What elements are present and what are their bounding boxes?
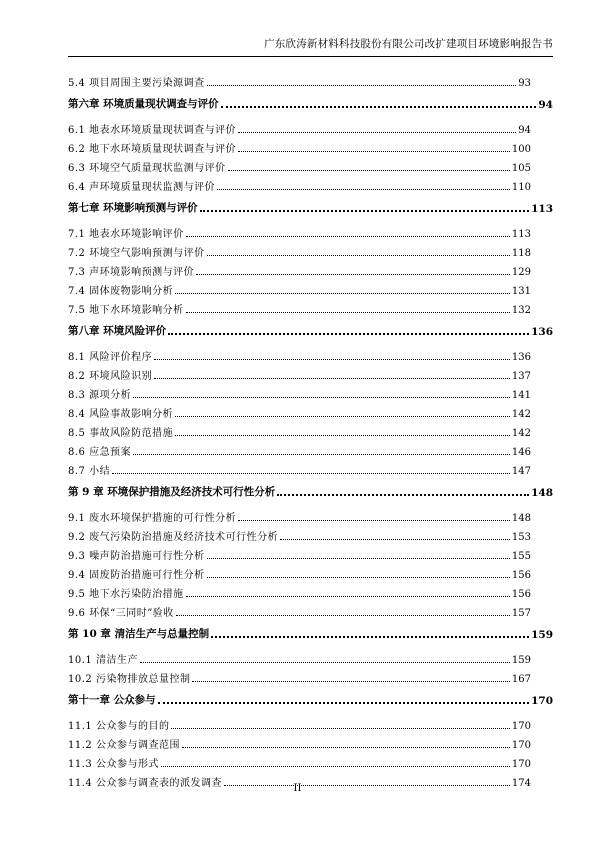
toc-dot-leader — [192, 681, 509, 682]
toc-label: 10.2 污染物排放总量控制 — [68, 674, 191, 685]
toc-dot-leader — [207, 255, 510, 256]
toc-page-number: 157 — [511, 608, 531, 619]
toc-page-number: 156 — [511, 570, 531, 581]
toc-chapter-row[interactable] — [68, 318, 553, 338]
toc-label: 9.5 地下水污染防治措施 — [68, 589, 184, 600]
toc-label: 11.4 公众参与调查表的派发调查 — [68, 778, 222, 789]
toc-page-number: 136 — [511, 352, 531, 363]
toc-label: 第十一章 公众参与 — [68, 694, 156, 706]
toc-label: 6.3 环境空气质量现状监测与评价 — [68, 163, 226, 174]
document-header: 广东欣涛新材料科技股份有限公司改扩建项目环境影响报告书 — [264, 38, 553, 50]
toc-dot-leader — [133, 397, 510, 398]
toc-page-number: 170 — [511, 721, 531, 732]
toc-label: 第七章 环境影响预测与评价 — [68, 202, 198, 214]
toc-dot-leader — [238, 151, 510, 152]
toc-dot-leader — [186, 312, 510, 313]
toc-entry-row[interactable] — [68, 505, 553, 524]
toc-page-number: 156 — [511, 589, 531, 600]
toc-dot-leader — [200, 210, 529, 212]
toc-label: 7.3 声环境影响预测与评价 — [68, 267, 195, 278]
toc-dot-leader — [154, 359, 510, 360]
toc-label: 9.1 废水环境保护措施的可行性分析 — [68, 513, 237, 524]
toc-dot-leader — [207, 577, 510, 578]
toc-label: 9.2 废气污染防治措施及经济技术可行性分析 — [68, 532, 279, 543]
toc-label: 6.1 地表水环境质量现状调查与评价 — [68, 125, 237, 136]
toc-entry-row[interactable] — [68, 732, 553, 751]
toc-page-number: 131 — [511, 286, 531, 297]
toc-page-number: 137 — [511, 371, 531, 382]
toc-chapter-row[interactable] — [68, 621, 553, 641]
toc-page-number: 153 — [511, 532, 531, 543]
toc-dot-leader — [176, 615, 510, 616]
toc-page-number: 159 — [531, 629, 553, 641]
toc-label: 8.7 小结 — [68, 466, 111, 477]
toc-page-number: 148 — [531, 487, 553, 499]
toc-entry-row[interactable] — [68, 344, 553, 363]
toc-page-number: 147 — [511, 466, 531, 477]
toc-page-number: 136 — [531, 326, 553, 338]
toc-label: 7.1 地表水环境影响评价 — [68, 229, 184, 240]
toc-dot-leader — [175, 293, 510, 294]
toc-label: 8.2 环境风险识别 — [68, 371, 153, 382]
toc-page-number: 94 — [518, 125, 531, 136]
toc-label: 7.4 固体废物影响分析 — [68, 286, 174, 297]
toc-label: 11.3 公众参与形式 — [68, 759, 159, 770]
toc-entry-row[interactable] — [68, 117, 553, 136]
toc-page-number: 94 — [538, 99, 553, 111]
toc-entry-row[interactable] — [68, 666, 553, 685]
toc-page-number: 132 — [511, 305, 531, 316]
toc-dot-leader — [228, 170, 510, 171]
toc-page-number: 146 — [511, 447, 531, 458]
toc-page-number: 170 — [531, 695, 553, 707]
header-rule — [68, 56, 553, 57]
toc-page-number: 100 — [511, 144, 531, 155]
toc-dot-leader — [133, 454, 510, 455]
toc-page-number: 148 — [511, 513, 531, 524]
toc-page-number: 105 — [511, 163, 531, 174]
toc-dot-leader — [154, 378, 510, 379]
toc-label: 第 10 章 清洁生产与总量控制 — [68, 628, 210, 640]
toc-label: 第八章 环境风险评价 — [68, 325, 167, 337]
table-of-contents — [68, 70, 553, 789]
toc-dot-leader — [140, 662, 510, 663]
toc-page-number: 142 — [511, 409, 531, 420]
toc-entry-row[interactable] — [68, 751, 553, 770]
toc-entry-row[interactable] — [68, 278, 553, 297]
toc-entry-row[interactable] — [68, 363, 553, 382]
toc-entry-row[interactable] — [68, 420, 553, 439]
toc-page-number: 129 — [511, 267, 531, 278]
toc-dot-leader — [182, 747, 510, 748]
toc-page-number: 118 — [511, 248, 531, 259]
toc-label: 第 9 章 环境保护措施及经济技术可行性分析 — [68, 486, 276, 498]
toc-dot-leader — [175, 416, 510, 417]
toc-page-number: 93 — [518, 78, 531, 89]
toc-entry-row[interactable] — [68, 70, 553, 89]
toc-entry-row[interactable] — [68, 600, 553, 619]
toc-dot-leader — [168, 333, 529, 335]
toc-page-number: 167 — [511, 674, 531, 685]
toc-label: 11.1 公众参与的目的 — [68, 721, 170, 732]
toc-entry-row[interactable] — [68, 382, 553, 401]
toc-entry-row[interactable] — [68, 543, 553, 562]
toc-label: 9.6 环保“三同时”验收 — [68, 608, 174, 619]
toc-dot-leader — [175, 435, 510, 436]
toc-dot-leader — [238, 520, 510, 521]
toc-label: 8.5 事故风险防范措施 — [68, 428, 174, 439]
toc-page-number: 155 — [511, 551, 531, 562]
toc-label: 6.2 地下水环境质量现状调查与评价 — [68, 144, 237, 155]
toc-entry-row[interactable] — [68, 259, 553, 278]
toc-entry-row[interactable] — [68, 401, 553, 420]
toc-entry-row[interactable] — [68, 155, 553, 174]
toc-dot-leader — [112, 473, 510, 474]
toc-dot-leader — [161, 766, 510, 767]
toc-entry-row[interactable] — [68, 297, 553, 316]
toc-label: 10.1 清洁生产 — [68, 655, 138, 666]
toc-dot-leader — [217, 189, 510, 190]
toc-dot-leader — [158, 702, 529, 704]
page-number: II — [293, 783, 302, 794]
toc-label: 第六章 环境质量现状调查与评价 — [68, 98, 219, 110]
toc-label: 11.2 公众参与调查范围 — [68, 740, 180, 751]
toc-label: 8.3 源项分析 — [68, 390, 132, 401]
toc-label: 8.6 应急预案 — [68, 447, 132, 458]
toc-page-number: 142 — [511, 428, 531, 439]
toc-entry-row[interactable] — [68, 136, 553, 155]
toc-dot-leader — [186, 236, 510, 237]
toc-label: 9.4 固废防治措施可行性分析 — [68, 570, 205, 581]
toc-dot-leader — [207, 85, 517, 86]
toc-dot-leader — [207, 558, 510, 559]
toc-page-number: 159 — [511, 655, 531, 666]
toc-label: 8.1 风险评价程序 — [68, 352, 153, 363]
toc-label: 9.3 噪声防治措施可行性分析 — [68, 551, 205, 562]
toc-label: 7.5 地下水环境影响分析 — [68, 305, 184, 316]
toc-dot-leader — [211, 636, 529, 638]
toc-entry-row[interactable] — [68, 524, 553, 543]
toc-page-number: 113 — [511, 229, 531, 240]
toc-chapter-row[interactable] — [68, 91, 553, 111]
toc-entry-row[interactable] — [68, 647, 553, 666]
toc-page-number: 110 — [511, 182, 531, 193]
toc-chapter-row[interactable] — [68, 195, 553, 215]
toc-page-number: 170 — [511, 740, 531, 751]
toc-page-number: 174 — [511, 778, 531, 789]
toc-entry-row[interactable] — [68, 221, 553, 240]
toc-entry-row[interactable] — [68, 458, 553, 477]
toc-entry-row[interactable] — [68, 439, 553, 458]
toc-entry-row[interactable] — [68, 174, 553, 193]
toc-dot-leader — [280, 539, 510, 540]
toc-label: 5.4 项目周围主要污染源调查 — [68, 78, 205, 89]
toc-dot-leader — [221, 106, 537, 108]
toc-page-number: 113 — [531, 203, 553, 215]
toc-label: 6.4 声环境质量现状监测与评价 — [68, 182, 216, 193]
toc-dot-leader — [238, 132, 516, 133]
toc-label: 7.2 环境空气影响预测与评价 — [68, 248, 205, 259]
toc-dot-leader — [186, 596, 510, 597]
toc-dot-leader — [196, 274, 510, 275]
toc-entry-row[interactable] — [68, 240, 553, 259]
toc-entry-row[interactable] — [68, 562, 553, 581]
toc-dot-leader — [277, 494, 529, 496]
toc-entry-row[interactable] — [68, 713, 553, 732]
toc-page-number: 141 — [511, 390, 531, 401]
toc-chapter-row[interactable] — [68, 479, 553, 499]
toc-dot-leader — [171, 728, 509, 729]
toc-chapter-row[interactable] — [68, 687, 553, 707]
toc-page-number: 170 — [511, 759, 531, 770]
toc-entry-row[interactable] — [68, 581, 553, 600]
toc-label: 8.4 风险事故影响分析 — [68, 409, 174, 420]
